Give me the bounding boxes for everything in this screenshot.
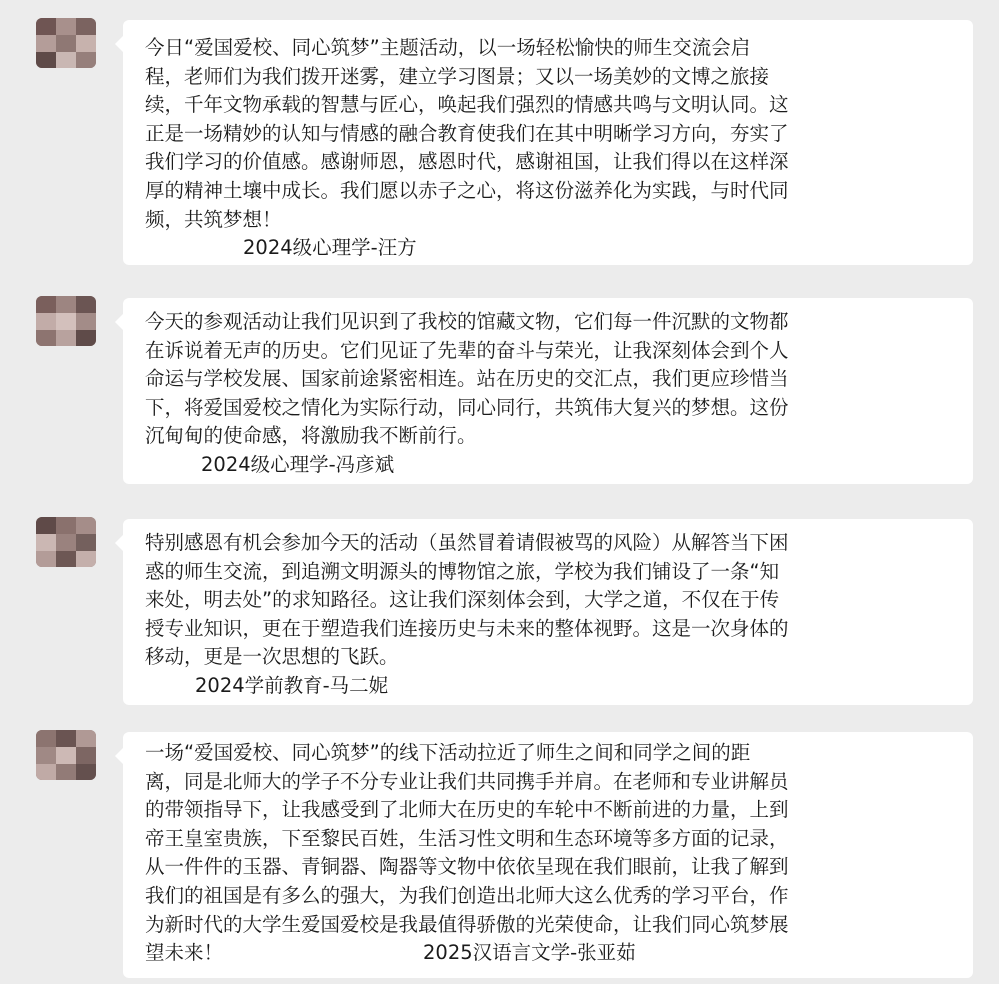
message-signature: 2025汉语言文学-张亚茹 — [423, 941, 636, 965]
message-text: 特别感恩有机会参加今天的活动（虽然冒着请假被骂的风险）从解答当下困 惑的师生交流，到追溯文明源头的博物馆之旅，学校为我们铺设了一条“知 来处，明去处”的求知路径。这让我们深刻体会到，大学之道，不仅在于传 授专业知识，更在于塑造我们连接历史与未来的整体视野。这是一次身体的 移动，更是一次思想的飞跃。 — [145, 531, 789, 669]
message-bubble — [123, 732, 973, 978]
message-signature: 2024级心理学-冯彦斌 — [201, 452, 395, 476]
message-bubble — [123, 298, 973, 484]
avatar[interactable] — [36, 296, 96, 346]
message-bubble — [123, 519, 973, 705]
avatar[interactable] — [36, 18, 96, 68]
message-text: 今天的参观活动让我们见识到了我校的馆藏文物，它们每一件沉默的文物都 在诉说着无声的历史。它们见证了先辈的奋斗与荣光，让我深刻体会到个人 命运与学校发展、国家前途紧密相连。站在历史的交汇点，我们更应珍惜当 下，将爱国爱校之情化为实际行动，同心同行，共筑伟大复兴的梦想。这份 沉甸甸的使命感，将激励我不断前行。 — [145, 310, 789, 448]
avatar[interactable] — [36, 517, 96, 567]
message-text: 一场“爱国爱校、同心筑梦”的线下活动拉近了师生之间和同学之间的距 离，同是北师大的学子不分专业让我们共同携手并肩。在老师和专业讲解员 的带领指导下，让我感受到了北师大在历史的车轮中不断前进的力量，上到 帝王皇室贵族，下至黎民百姓，生活习性文明和生态环境等多方面的记录， 从一件件的玉器、青铜器、陶器等文物中依依呈现在我们眼前，让我了解到 我们的祖国是有多么的强大，为我们创造出北师大这么优秀的学习平台，作 为新时代的大学生爱国爱校是我最值得骄傲的光荣使命，让我们同心筑梦展 望未来！ — [145, 741, 789, 965]
message-bubble — [123, 20, 973, 265]
message-signature: 2024学前教育-马二妮 — [195, 673, 389, 697]
avatar[interactable] — [36, 730, 96, 780]
message-text: 今日“爱国爱校、同心筑梦”主题活动，以一场轻松愉快的师生交流会启 程，老师们为我们拨开迷雾，建立学习图景；又以一场美妙的文博之旅接 续，千年文物承载的智慧与匠心，唤起我们强烈的情感共鸣与文明认同。这 正是一场精妙的认知与情感的融合教育使我们在其中明晰学习方向，夯实了 我们学习的价值感。感谢师恩，感恩时代，感谢祖国，让我们得以在这样深 厚的精神土壤中成长。我们愿以赤子之心，将这份滋养化为实践，与时代同 频，共筑梦想！ — [145, 36, 789, 231]
message-signature: 2024级心理学-汪方 — [243, 236, 417, 260]
